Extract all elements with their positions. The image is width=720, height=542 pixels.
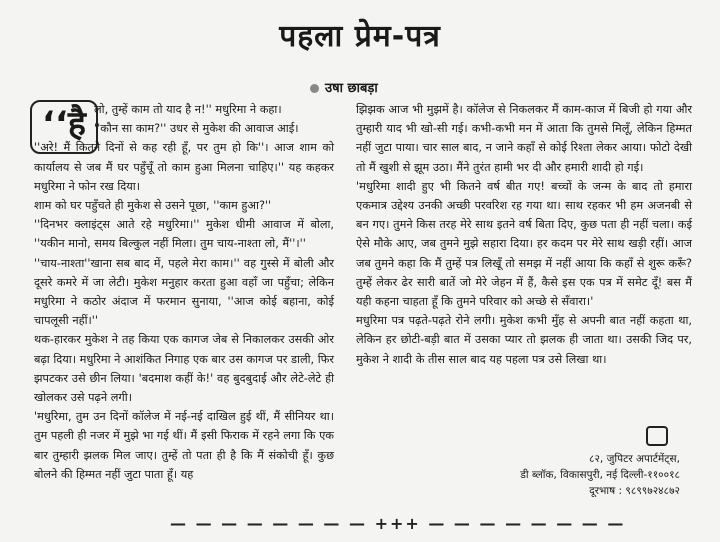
article-title: पहला प्रेम-पत्र bbox=[279, 19, 441, 54]
paragraph: शाम को घर पहुँचते ही मुकेश से उसने पूछा, ''काम हुआ?'' bbox=[34, 199, 272, 213]
paragraph: ''चाय-नाश्ता''खाना सब बाद में, पहले मेरा काम।'' वह गुस्से में बोली और दूसरे कमरे में जा लेटी। मुकेश मनुहार करता हुआ वहाँ जा पहुँचा; लेकिन मधुरिमा ने कठोर अंदाज में फरमान सुनाया, ''आज कोई बहाना, कोई चापलूसी नहीं।'' bbox=[34, 256, 334, 328]
paragraph: ''कौन सा काम?'' उधर से मुकेश की आवाज आई। bbox=[94, 122, 299, 136]
dropcap: ‘‘है bbox=[30, 100, 98, 154]
end-mark-icon bbox=[646, 426, 668, 446]
bullet-icon bbox=[310, 84, 319, 93]
author-byline bbox=[310, 78, 378, 96]
address-line: ८२, जुपिटर अपार्टमेंट्स, bbox=[589, 453, 680, 465]
paragraph: लो, तुम्हें काम तो याद है न!'' मधुरिमा ने कहा। bbox=[94, 103, 282, 116]
author-name: उषा छाबड़ा bbox=[325, 81, 378, 96]
left-column bbox=[34, 100, 334, 484]
paragraph: 'मधुरिमा शादी हुए भी कितने वर्ष बीत गए! बच्चों के जन्म के बाद तो हमारा एकमात्र उद्देश्य उनकी अच्छी परवरिश रह गया था। साथ रहकर भी हम अजनबी से बन गए। तुमने किस तरह मेरे साथ इतने वर्ष बिता दिए, कुछ पता ही नहीं चला। कई ऐसे मौके आए, जब तुमने मुझे सहारा दिया। हर कदम पर मेरे साथ खड़ी रहीं। आज जब तुमने कहा कि मैं तुम्हें पत्र लिखूँ तो समझ में नहीं आया कि कहाँ से शुरू करूँ? तुम्हें लेकर ढेर सारी बातें जो मेरे जेहन में हैं, कैसे इस एक पत्र में समेट दूँ! बस मैं यही कहना चाहता हूँ कि तुमने परिवार को अच्छे से सँवारा।' bbox=[356, 179, 692, 309]
phone-line: दूरभाष : ९८९९७२४८७२ bbox=[589, 485, 680, 497]
paragraph: थक-हारकर मुकेश ने तह किया एक कागज जेब से निकालकर उसकी ओर बढ़ा दिया। मधुरिमा ने आशंकित निगाह एक बार उस कागज पर डाली, फिर झपटकर उसे छीन लिया। 'बदमाश कहीं के!' वह बुदबुदाई और लेटे-लेटे ही खोलकर उसे पढ़ने लगी। bbox=[34, 333, 334, 405]
paragraph: ''अरे! मैं कितने दिनों से कह रही हूँ, पर तुम हो कि''। आज शाम को कार्यालय से जब मैं घर पहुँचूँ तो काम हुआ मिलना चाहिए।'' यह कहकर मधुरिमा ने फोन रख दिया। bbox=[34, 141, 334, 193]
paragraph: ''दिनभर क्लाइंट्स आते रहे मधुरिमा।'' मुकेश धीमी आवाज में बोला, ''यकीन मानो, समय बिल्कुल नहीं मिला। तुम चाय-नाश्ता लो, मैं''।'' bbox=[34, 218, 334, 251]
paragraph: झिझक आज भी मुझमें है। कॉलेज से निकलकर मैं काम-काज में बिजी हो गया और तुम्हारी याद भी खो-सी गई। कभी-कभी मन में आता कि तुमसे मिलूँ, लेकिन हिम्मत नहीं जुटा पाया। चार साल बाद, न जाने कहाँ से कोई रिश्ता लेकर आया। फोटो देखी तो मैं खुशी से झूम उठा। मैंने तुरंत हामी भर दी और हमारी शादी हो गई। bbox=[356, 103, 692, 174]
paragraph: मधुरिमा पत्र पढ़ते-पढ़ते रोने लगी। मुकेश कभी मुँह से अपनी बात नहीं कहता था, लेकिन हर छोटी-बड़ी बात में उसका प्यार तो झलक ही जाता था। उसकी जिद पर, मुकेश ने शादी के तीस साल बाद यह पहला पत्र उसे लिखा था। bbox=[356, 314, 692, 366]
address-line: डी ब्लॉक, विकासपुरी, नई दिल्ली-११००१८ bbox=[520, 469, 680, 481]
right-column bbox=[356, 100, 692, 369]
footer-ornament: — — — — — — — — +++ — — — — — — — — bbox=[170, 514, 626, 533]
paragraph: 'मधुरिमा, तुम उन दिनों कॉलेज में नई-नई दाखिल हुई थीं, मैं सीनियर था। तुम पहली ही नजर में मुझे भा गई थीं। मैं इसी फिराक में रहने लगा कि एक बार तुम्हारी झलक मिल जाए। तुम्हें तो पता ही है कि मैं संकोची हूँ। कुछ बोलने की हिम्मत नहीं जुटा पाता हूँ। यह bbox=[34, 410, 334, 481]
